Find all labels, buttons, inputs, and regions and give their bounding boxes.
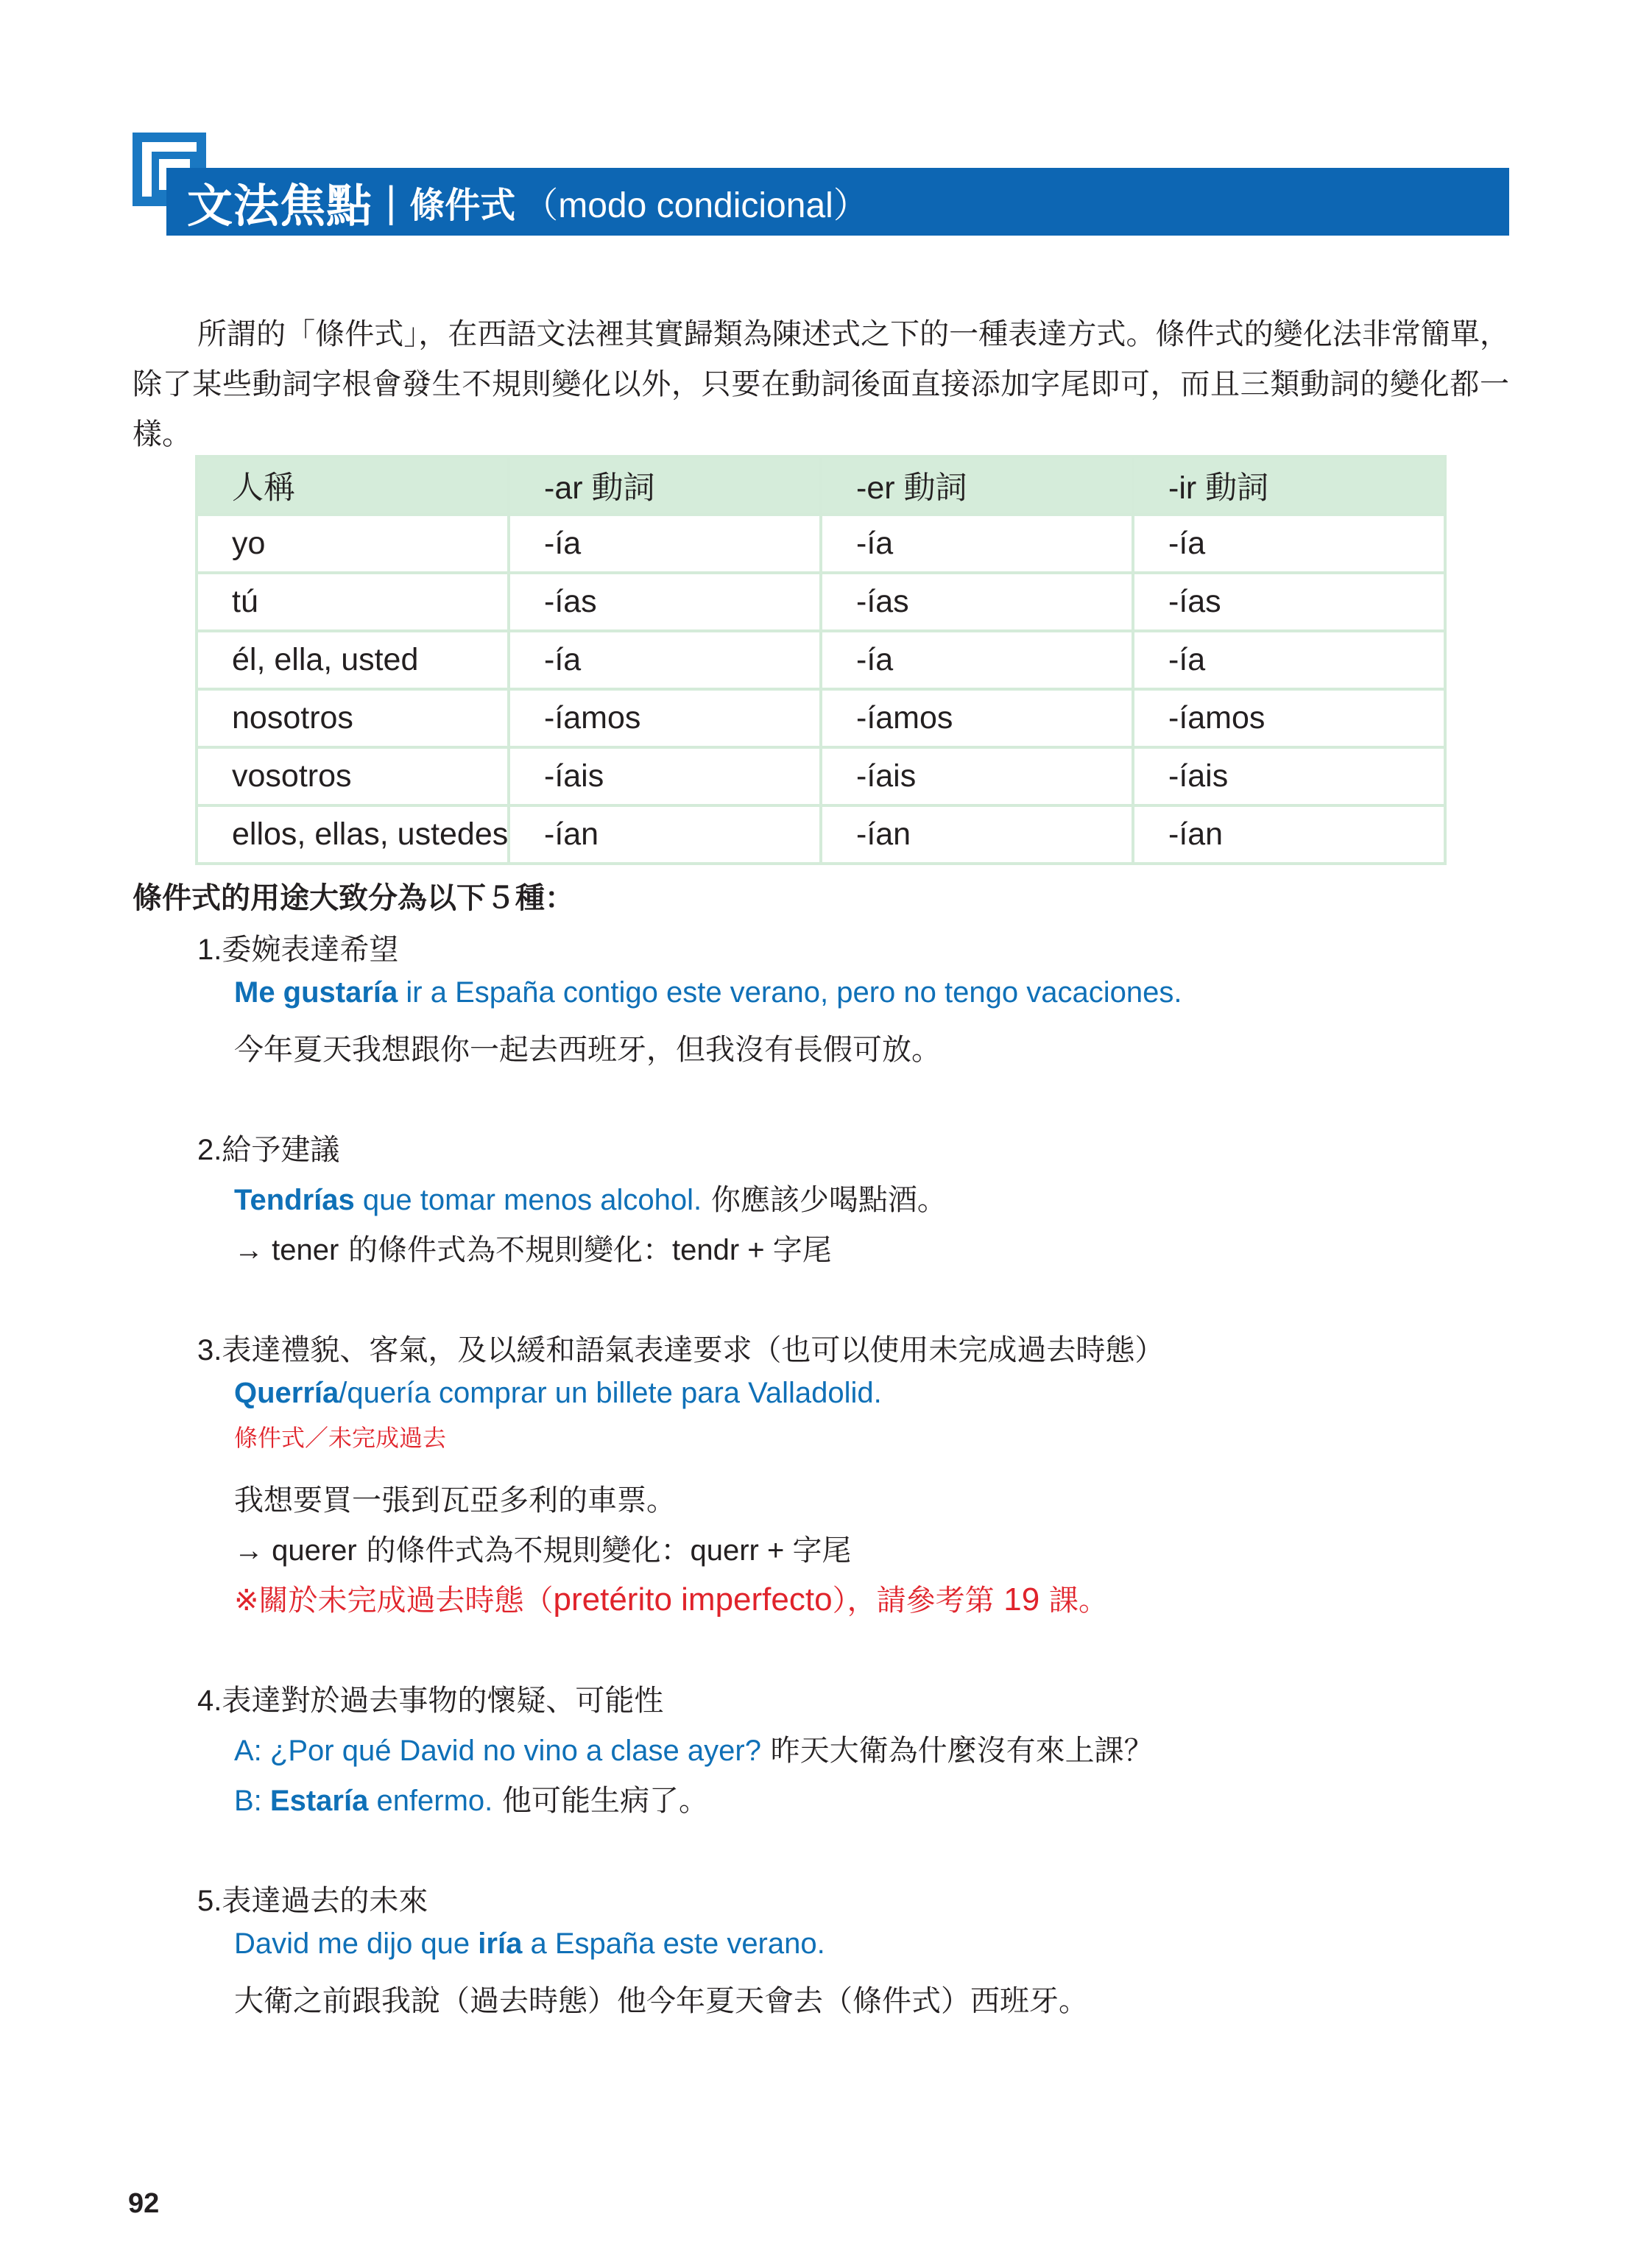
table-row — [197, 631, 1445, 689]
note-stem: tendr + — [672, 1234, 773, 1266]
use-1-example — [234, 976, 1182, 1009]
table-cell: -ía — [1133, 515, 1445, 573]
example-bold: Estaría — [269, 1785, 369, 1817]
use-3-translation: 我想要買一張到瓦亞多利的車票。 — [234, 1484, 676, 1517]
use-number: 2. — [197, 1134, 222, 1166]
table-row — [197, 689, 1445, 747]
use-number: 5. — [197, 1885, 222, 1917]
example-text: a España este verano. — [522, 1927, 825, 1960]
use-item-3-title — [197, 1327, 1164, 1369]
reference-lesson-number: 19 — [1003, 1581, 1040, 1618]
example-text: David me dijo que — [234, 1927, 479, 1960]
reference-text: ※關於未完成過去時態（ — [234, 1584, 554, 1618]
table-cell: -íais — [1133, 747, 1445, 805]
table-header-cell: -ir 動詞 — [1133, 456, 1445, 515]
table-cell: yo — [197, 515, 509, 573]
use-number: 3. — [197, 1334, 222, 1366]
use-3-annotation: 條件式／未完成過去 — [234, 1424, 447, 1452]
use-2-note — [234, 1227, 832, 1269]
section-header-bar — [166, 168, 1509, 236]
speaker-label: A: — [234, 1735, 270, 1767]
example-translation: 你應該少喝點酒。 — [702, 1183, 947, 1217]
dialogue-text: ¿Por qué David no vino a clase ayer? — [269, 1735, 761, 1767]
table-row — [197, 515, 1445, 573]
use-item-4-title — [197, 1677, 663, 1719]
example-text: /quería comprar un billete para Valladolid. — [339, 1377, 882, 1409]
table-cell: ellos, ellas, ustedes — [197, 805, 509, 864]
note-end: 字尾 — [792, 1534, 852, 1567]
use-2-example — [234, 1177, 947, 1218]
use-5-example — [234, 1927, 825, 1961]
table-row — [197, 805, 1445, 864]
reference-text: 課。 — [1039, 1584, 1108, 1618]
use-item-5-title — [197, 1877, 428, 1919]
note-text: 的條件式為不規則變化： — [356, 1534, 691, 1567]
example-bold: Me gustaría — [234, 976, 398, 1009]
use-title: 給予建議 — [222, 1133, 340, 1167]
table-cell: -íamos — [1133, 689, 1445, 747]
example-bold: Querría — [234, 1377, 339, 1409]
arrow-icon: → — [234, 1534, 264, 1567]
use-title: 表達禮貌、客氣，及以緩和語氣表達要求（也可以使用未完成過去時態） — [222, 1333, 1165, 1367]
use-3-note — [234, 1527, 851, 1569]
table-cell: -ía — [1133, 631, 1445, 689]
note-verb: tener — [264, 1234, 339, 1266]
table-cell: -ías — [821, 573, 1133, 631]
table-header-cell: -ar 動詞 — [509, 456, 821, 515]
use-4-dialogue-a — [234, 1727, 1154, 1769]
use-item-2-title — [197, 1126, 339, 1168]
use-item-1-title — [197, 926, 398, 968]
intro-paragraph: 所謂的「條件式」，在西語文法裡其實歸類為陳述式之下的一種表達方式。條件式的變化法非常簡單，除了某些動詞字根會發生不規則變化以外，只要在動詞後面直接添加字尾即可，而且三類動詞的變化都一樣。 — [133, 317, 1509, 451]
section-subtitle-spanish: （modo condicional） — [523, 186, 869, 225]
use-title: 表達對於過去事物的懷疑、可能性 — [222, 1684, 664, 1718]
dialogue-translation: 他可能生病了。 — [493, 1784, 709, 1818]
table-cell: -íais — [821, 747, 1133, 805]
table-header-cell: 人稱 — [197, 456, 509, 515]
table-header-row — [197, 456, 1445, 515]
table-row — [197, 573, 1445, 631]
dialogue-translation: 昨天大衛為什麼沒有來上課？ — [760, 1734, 1154, 1768]
section-subtitle-chinese: 條件式 — [409, 184, 516, 226]
section-title: 文法焦點 — [187, 178, 373, 233]
arrow-icon: → — [234, 1234, 264, 1266]
table-cell: -ía — [821, 631, 1133, 689]
note-text: 的條件式為不規則變化： — [339, 1233, 673, 1267]
table-row — [197, 747, 1445, 805]
table-header-cell: -er 動詞 — [821, 456, 1133, 515]
use-3-reference — [234, 1577, 1108, 1619]
table-cell: -ía — [509, 515, 821, 573]
table-cell: -ían — [1133, 805, 1445, 864]
note-end: 字尾 — [772, 1233, 832, 1267]
reference-term: pretérito imperfecto — [553, 1581, 833, 1618]
example-text: que tomar menos alcohol. — [354, 1184, 702, 1216]
table-cell: tú — [197, 573, 509, 631]
use-title: 表達過去的未來 — [222, 1884, 428, 1918]
table-cell: -ías — [509, 573, 821, 631]
conjugation-table — [195, 455, 1447, 865]
uses-heading: 條件式的用途大致分為以下５種： — [133, 881, 574, 915]
table-cell: -íamos — [821, 689, 1133, 747]
note-stem: querr + — [690, 1534, 793, 1567]
table-cell: vosotros — [197, 747, 509, 805]
use-1-translation: 今年夏天我想跟你一起去西班牙，但我沒有長假可放。 — [234, 1033, 941, 1067]
example-bold: Tendrías — [234, 1184, 355, 1216]
table-cell: -íamos — [509, 689, 821, 747]
example-text: ir a España contigo este verano, pero no tengo vacaciones. — [398, 976, 1182, 1009]
table-cell: -ían — [821, 805, 1133, 864]
reference-text: ），請參考第 — [832, 1584, 1004, 1618]
section-title-separator: | — [384, 178, 398, 225]
example-bold: iría — [478, 1927, 523, 1960]
use-4-dialogue-b — [234, 1777, 708, 1819]
table-cell: -ía — [509, 631, 821, 689]
note-verb: querer — [264, 1534, 357, 1567]
table-cell: -íais — [509, 747, 821, 805]
table-cell: él, ella, usted — [197, 631, 509, 689]
table-cell: -ía — [821, 515, 1133, 573]
use-5-translation: 大衛之前跟我說（過去時態）他今年夏天會去（條件式）西班牙。 — [234, 1984, 1088, 2018]
table-cell: -ían — [509, 805, 821, 864]
page-number: 92 — [128, 2188, 160, 2219]
table-cell: nosotros — [197, 689, 509, 747]
dialogue-text: enfermo. — [368, 1785, 493, 1817]
use-title: 委婉表達希望 — [222, 933, 399, 967]
speaker-label: B: — [234, 1785, 270, 1817]
use-number: 1. — [197, 934, 222, 966]
use-number: 4. — [197, 1685, 222, 1717]
table-cell: -ías — [1133, 573, 1445, 631]
use-3-example — [234, 1377, 882, 1410]
